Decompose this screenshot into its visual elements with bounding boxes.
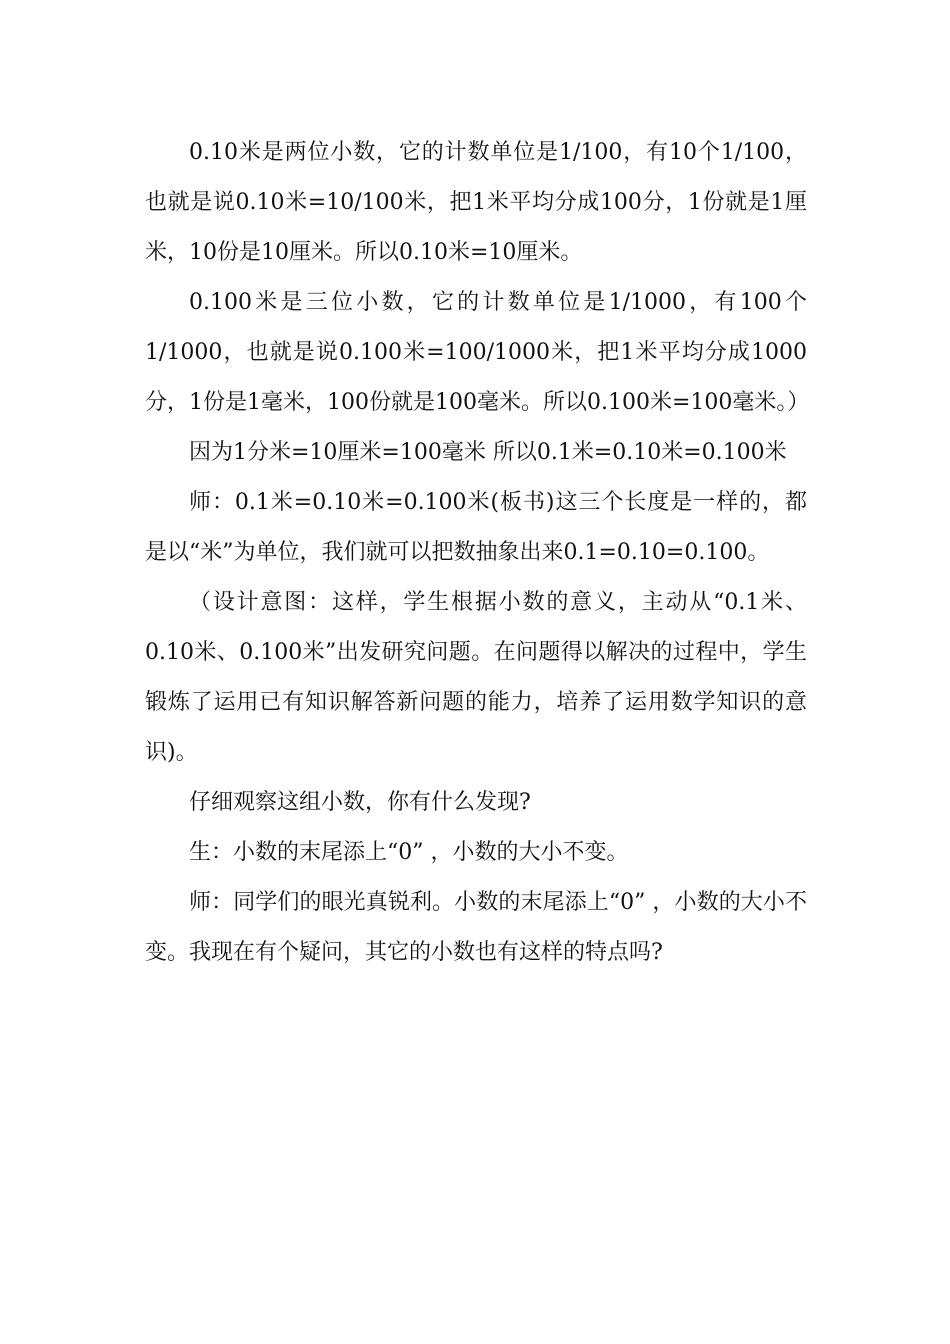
paragraph-design-intent: （设计意图：这样，学生根据小数的意义，主动从“0.1米、0.10米、0.100米”出发研究问题。在问题得以解决的过程中，学生锻炼了运用已有知识解答新问题的能力，培养了运用数学知识的意识)。 [145,590,807,765]
paragraph-student-answer: 生：小数的末尾添上“0” ，小数的大小不变。 [189,840,629,865]
paragraph-teacher-blackboard: 师：0.1米=0.10米=0.100米(板书)这三个长度是一样的，都是以“米”为单位，我们就可以把数抽象出来0.1=0.10=0.100。 [145,490,807,565]
paragraph-three-decimal-places: 0.100米是三位小数，它的计数单位是1/1000，有100个1/1000，也就是说0.100米=100/1000米，把1米平均分成1000分，1份是1毫米，100份就是100毫米。所以0.100米=100毫米。） [145,290,810,415]
paragraph-teacher-followup: 师：同学们的眼光真锐利。小数的末尾添上“0” ，小数的大小不变。我现在有个疑问，其它的小数也有这样的特点吗? [145,890,807,965]
paragraph-two-decimal-places: 0.10米是两位小数，它的计数单位是1/100，有10个1/100，也就是说0.10米=10/100米，把1米平均分成100分，1份就是1厘米，10份是10厘米。所以0.10米=10厘米。 [145,140,807,265]
document-body [145,128,810,978]
paragraph-observe-question: 仔细观察这组小数，你有什么发现? [189,790,531,815]
paragraph-unit-equivalence: 因为1分米=10厘米=100毫米 所以0.1米=0.10米=0.100米 [189,440,787,465]
